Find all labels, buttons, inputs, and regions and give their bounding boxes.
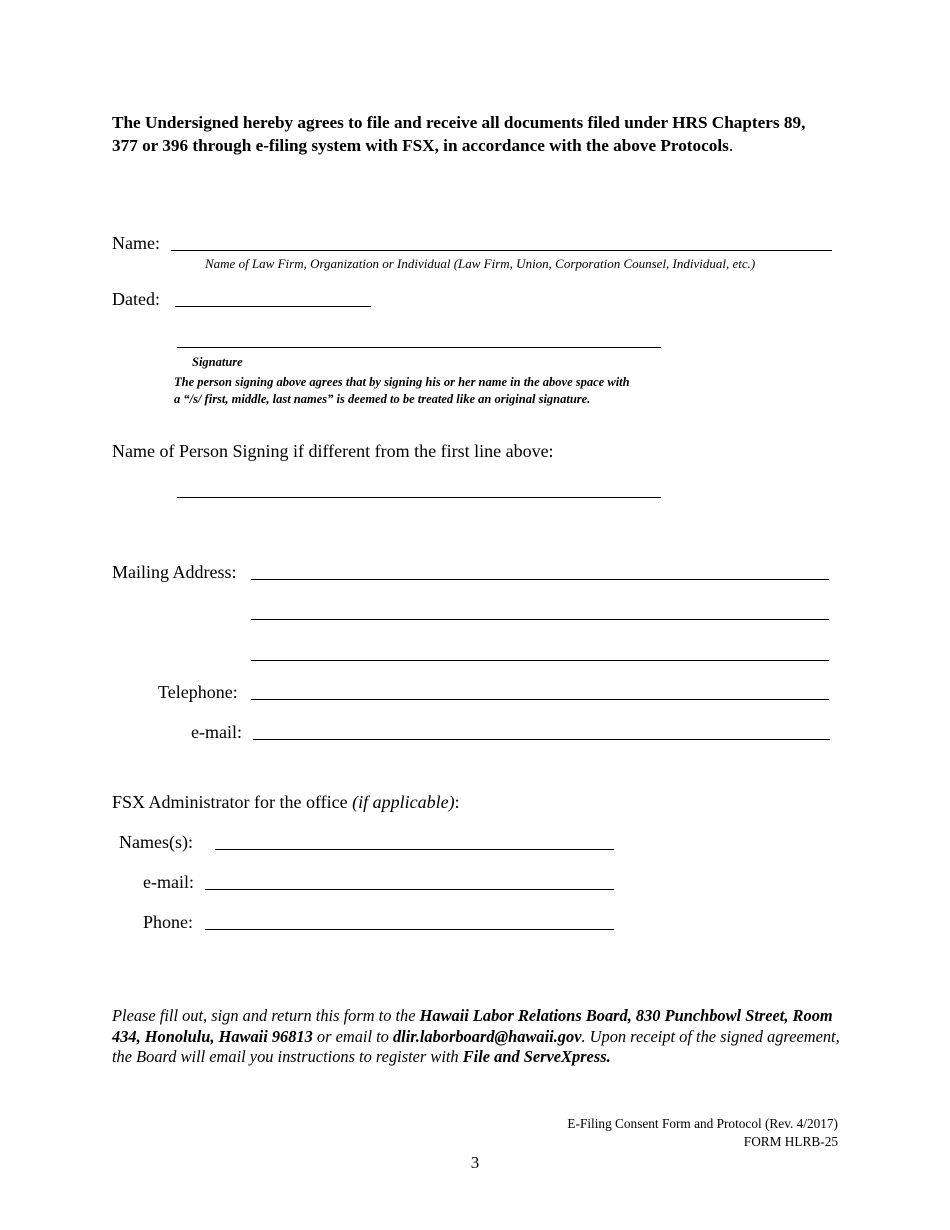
name-hint: Name of Law Firm, Organization or Individual (Law Firm, Union, Corporation Counsel, Individual, etc.) (205, 256, 756, 271)
instructions-part-1: Please fill out, sign and return this form to the (112, 1006, 420, 1025)
email-input-line[interactable] (253, 739, 830, 740)
fsx-email-label: e-mail: (143, 872, 194, 892)
fsx-admin-heading (112, 792, 460, 813)
fsx-phone-input-line[interactable] (205, 929, 614, 930)
dated-input-line[interactable] (175, 306, 371, 307)
intro-paragraph (112, 111, 832, 157)
fsx-names-input-line[interactable] (215, 849, 614, 850)
mailing-address-label: Mailing Address: (112, 562, 237, 582)
fsx-email-input-line[interactable] (205, 889, 614, 890)
person-signing-label: Name of Person Signing if different from the first line above: (112, 441, 554, 461)
email-label: e-mail: (191, 722, 242, 742)
intro-period: . (728, 136, 734, 155)
page-number: 3 (470, 1153, 480, 1172)
person-signing-input-line[interactable] (177, 497, 661, 498)
form-number: FORM HLRB-25 (743, 1134, 838, 1149)
mailing-address-line-2[interactable] (251, 619, 829, 620)
name-input-line[interactable] (171, 250, 832, 251)
instructions-part-2: or email to (312, 1026, 393, 1046)
dated-label: Dated: (112, 289, 160, 309)
instructions-paragraph (112, 1006, 847, 1068)
fsx-names-label: Names(s): (119, 832, 193, 852)
signature-input-line[interactable] (177, 347, 661, 348)
mailing-address-line-3[interactable] (251, 660, 829, 661)
signature-note-line-2: a “/s/ first, middle, last names” is deemed to be treated like an original signature. (174, 392, 591, 406)
name-label: Name: (112, 233, 160, 253)
intro-text: The Undersigned hereby agrees to file and receive all documents filed under HRS Chapters 89, 377 or 396 through e-filing system with FSX, in accordance with the above Protocols (112, 113, 806, 155)
mailing-address-line-1[interactable] (251, 579, 829, 580)
board-email: dlir.laborboard@hawaii.gov (392, 1026, 582, 1046)
telephone-label: Telephone: (158, 682, 238, 702)
fsx-phone-label: Phone: (143, 912, 194, 932)
signature-note-line-1: The person signing above agrees that by signing his or her name in the above space with (174, 375, 630, 389)
signature-label: Signature (192, 355, 243, 369)
service-name: File and ServeXpress. (462, 1047, 611, 1066)
instructions-part-3: . Upon receipt of the signed agreement, the Board will email you instructions to register with (112, 1026, 840, 1066)
telephone-input-line[interactable] (251, 699, 829, 700)
board-address: Hawaii Labor Relations Board, 830 Punchbowl Street, Room 434, Honolulu, Hawaii 96813 (112, 1006, 833, 1046)
form-title: E-Filing Consent Form and Protocol (Rev. 4/2017) (567, 1116, 838, 1131)
fsx-admin-heading-text: FSX Administrator for the office (112, 792, 353, 812)
fsx-admin-heading-italic: (if applicable) (352, 792, 455, 812)
fsx-admin-heading-colon: : (454, 792, 460, 812)
